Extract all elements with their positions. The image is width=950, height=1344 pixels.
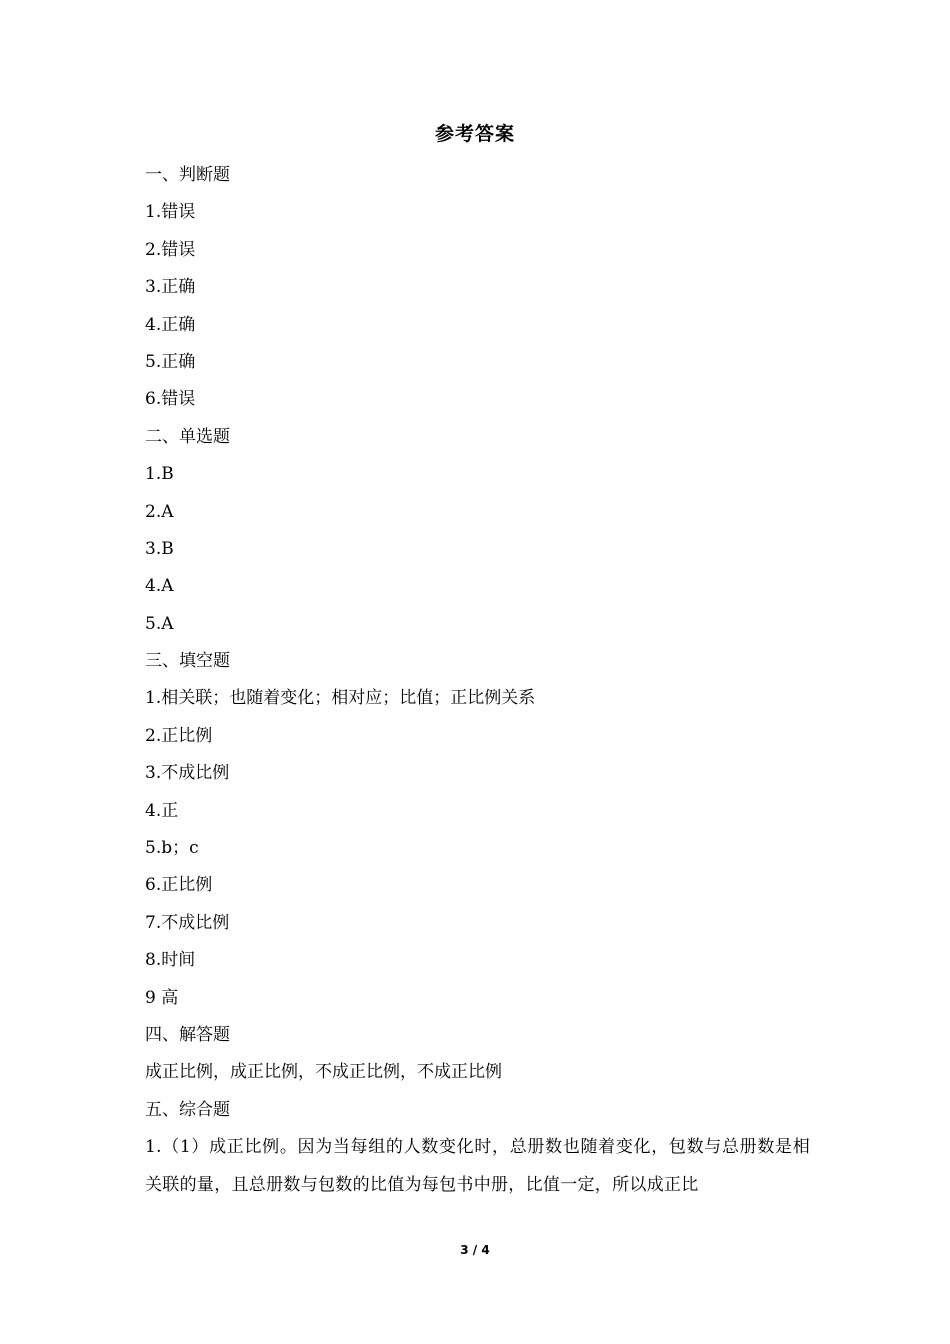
judgment-answer-4: 4.正确: [145, 314, 196, 335]
comprehensive-answer: 1.（1）成正比例。因为当每组的人数变化时，总册数也随着变化，包数与总册数是相关联的量，且总册数与包数的比值为每包书中册，比值一定，所以成正比: [145, 1137, 810, 1195]
fill-blank-answer-2: 2.正比例: [145, 725, 213, 746]
page-number: 3 / 4: [460, 1243, 490, 1257]
solve-answer: 成正比例，成正比例，不成正比例，不成正比例: [145, 1062, 502, 1083]
judgment-answer-5: 5.正确: [145, 351, 196, 372]
judgment-answer-6: 6.错误: [145, 389, 196, 410]
fill-blank-answer-9: 9 高: [145, 987, 179, 1008]
judgment-answer-1: 1.错误: [145, 202, 196, 223]
judgment-answer-2: 2.错误: [145, 239, 196, 260]
fill-blank-answer-1: 1.相关联；也随着变化；相对应；比值；正比例关系: [145, 688, 536, 709]
single-choice-answer-4: 4.A: [145, 576, 174, 597]
page-title: 参考答案: [434, 123, 515, 145]
answer-content: [145, 157, 810, 1204]
fill-blank-answer-3: 3.不成比例: [145, 763, 230, 784]
fill-blank-answer-6: 6.正比例: [145, 875, 213, 896]
section-heading-single-choice: 二、单选题: [145, 426, 230, 447]
single-choice-answer-5: 5.A: [145, 613, 174, 634]
fill-blank-answer-4: 4.正: [145, 800, 179, 821]
single-choice-answer-2: 2.A: [145, 501, 174, 522]
section-heading-solve: 四、解答题: [145, 1024, 230, 1045]
section-heading-fill-blank: 三、填空题: [145, 651, 230, 672]
fill-blank-answer-5: 5.b；c: [145, 838, 199, 859]
judgment-answer-3: 3.正确: [145, 277, 196, 298]
single-choice-answer-1: 1.B: [145, 464, 174, 485]
fill-blank-answer-7: 7.不成比例: [145, 912, 230, 933]
section-heading-judgment: 一、判断题: [145, 165, 230, 185]
single-choice-answer-3: 3.B: [145, 538, 174, 559]
section-heading-comprehensive: 五、综合题: [145, 1099, 230, 1120]
fill-blank-answer-8: 8.时间: [145, 950, 196, 971]
